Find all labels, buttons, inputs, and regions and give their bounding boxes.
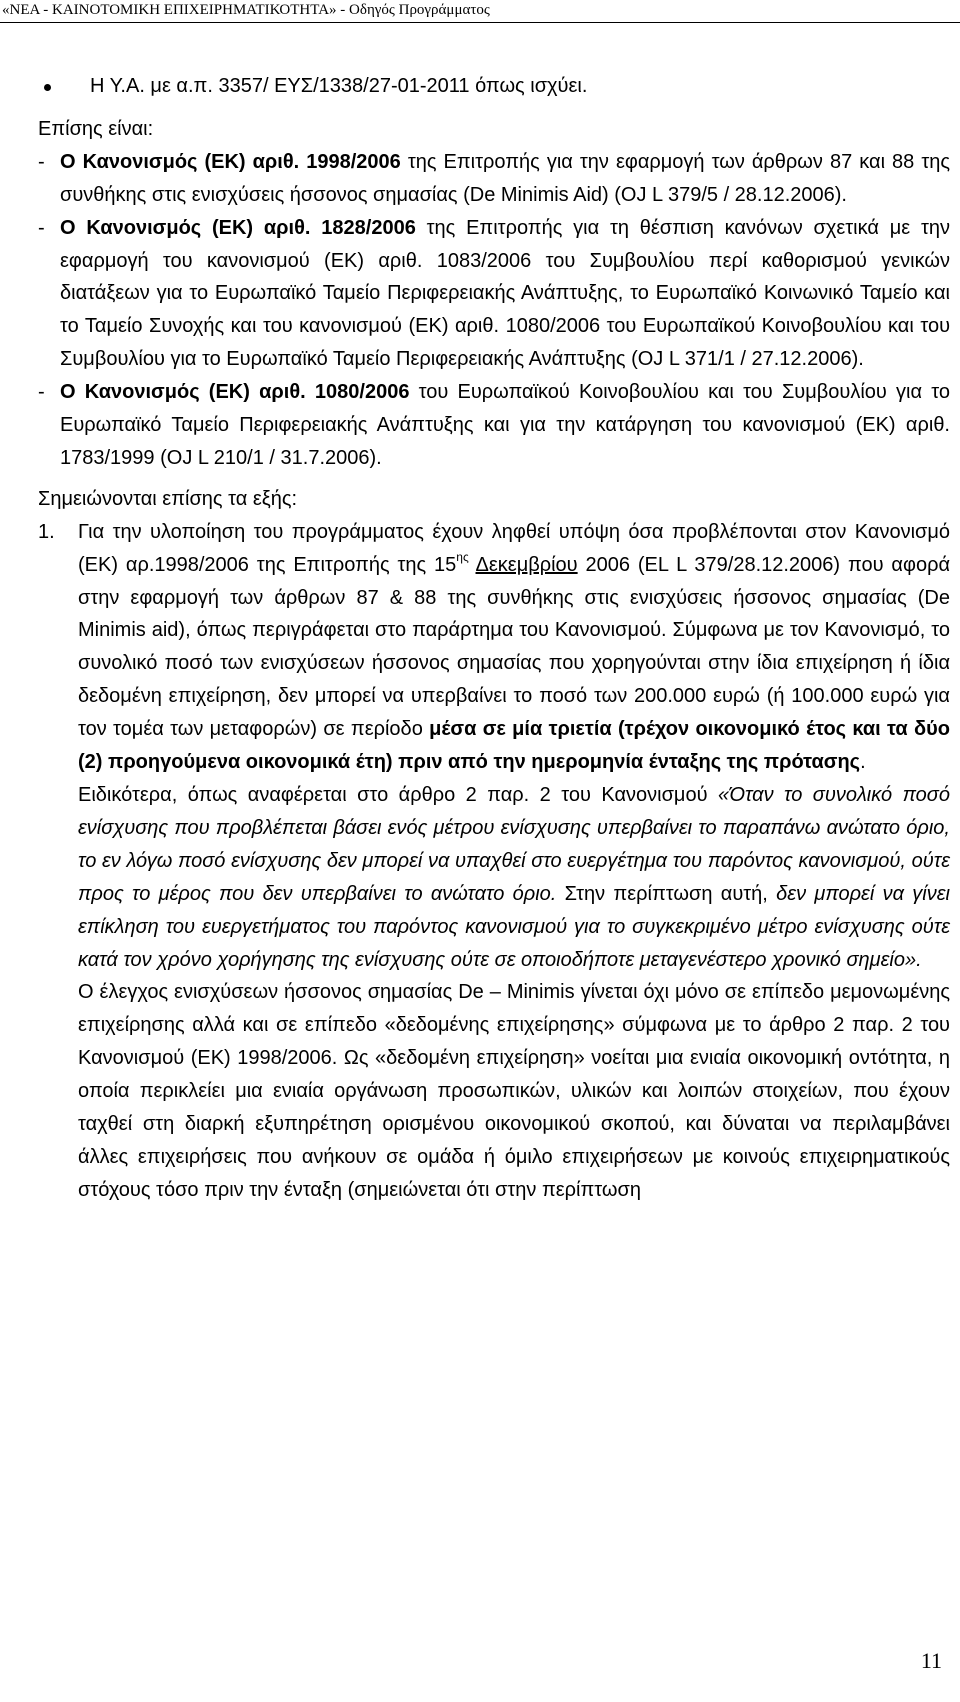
note-text: . xyxy=(860,751,866,774)
quoted-text: «Όταν το συνολικό ποσό ενίσχυσης που προβλέπεται βάσει ενός μέτρου ενίσχυσης υπερβαίνει το παραπάνω ανώτατο όριο, το εν λόγω ποσό ενίσχυσης δεν μπορεί να υπαχθεί στο ευεργέτημα του παρόντος κανονισμού, ούτε προς το μέρος που δεν υπερβαίνει το ανώτατο όριο. xyxy=(78,784,950,905)
running-header xyxy=(0,0,960,24)
document-body xyxy=(38,70,950,1207)
also-heading: Επίσης είναι: xyxy=(38,117,154,140)
note-paragraph xyxy=(38,976,950,1206)
note-item xyxy=(38,516,950,779)
month-underlined: Δεκεμβρίου xyxy=(475,553,578,576)
page-number: 11 xyxy=(920,1648,942,1673)
regulation-text: της Επιτροπής για τη θέσπιση κανόνων σχετικά με την εφαρμογή του κανονισμού (ΕΚ) αριθ. 1083/2006 του Συμβουλίου περί καθορισμού γενικών διατάξεων για το Ευρωπαϊκό Ταμείο Περιφερειακής Ανάπτυξης, το Ευρωπαϊκό Κοινωνικό Ταμείο και το Ταμείο Συνοχής και του κανονισμού (ΕΚ) αριθ. 1080/2006 του Ευρωπαϊκού Κοινοβουλίου και του Συμβουλίου για το Ευρωπαϊκό Ταμείο Περιφερειακής Ανάπτυξης (OJ L 371/1 / 27.12.2006). xyxy=(60,216,950,371)
regulation-lead: Ο Κανονισμός (ΕΚ) αριθ. 1080/2006 xyxy=(60,381,410,404)
dash-mark: - xyxy=(38,150,45,173)
dash-mark: - xyxy=(38,216,45,239)
note-emphasis: μέσα σε μία τριετία (τρέχον οικονομικό έτος και τα δύο (2) προηγούμενα οικονομικά έτη) πριν από την ημερομηνία ένταξης της πρότασης xyxy=(78,718,951,774)
note-text: Για την υλοποίηση του προγράμματος έχουν ληφθεί υπόψη όσα προβλέπονται στον Κανονισμό (ΕΚ) αρ.1998/2006 της Επιτροπής της 15 xyxy=(78,520,950,576)
bullet-item xyxy=(38,70,950,103)
bullet-dot-icon xyxy=(44,84,51,91)
regulation-item xyxy=(38,212,950,377)
regulation-item xyxy=(38,376,950,475)
note-number: 1. xyxy=(38,520,55,543)
bullet-text: Η Υ.Α. με α.π. 3357/ ΕΥΣ/1338/27-01-2011 όπως ισχύει. xyxy=(90,75,588,97)
dash-mark: - xyxy=(38,381,45,404)
notes-heading: Σημειώνονται επίσης τα εξής: xyxy=(38,487,298,510)
paragraph-text: Στην περίπτωση αυτή, xyxy=(556,882,777,905)
quoted-text: δεν μπορεί να γίνει επίκληση του ευεργετήματος του παρόντος κανονισμού για το συγκεκριμένο μέτρο ενίσχυσης ούτε κατά τον χρόνο χορήγησης της ενίσχυσης ούτε σε οποιοδήποτε μεταγενέστερο χρονικό σημείο». xyxy=(78,882,950,971)
ordinal-suffix: ης xyxy=(456,549,469,564)
regulation-text: της Επιτροπής για την εφαρμογή των άρθρων 87 και 88 της συνθήκης στις ενισχύσεις ήσσονος σημασίας (De Minimis Aid) (OJ L 379/5 / 28.12.2006). xyxy=(60,150,950,206)
note-paragraph xyxy=(38,779,950,976)
regulation-lead: Ο Κανονισμός (ΕΚ) αριθ. 1998/2006 xyxy=(60,150,401,173)
regulation-text: του Ευρωπαϊκού Κοινοβουλίου και του Συμβουλίου για το Ευρωπαϊκό Ταμείο Περιφερειακής Ανάπτυξης και για την κατάργηση του κανονισμού (ΕΚ) αριθ. 1783/1999 (OJ L 210/1 / 31.7.2006). xyxy=(60,381,950,469)
header-rule xyxy=(0,22,960,23)
note-text: 2006 (EL L 379/28.12.2006) που αφορά στην εφαρμογή των άρθρων 87 & 88 της συνθήκης στις ενισχύσεις ήσσονος σημασίας (De Minimis aid), όπως περιγράφεται στο παράρτημα του Κανονισμού. Σύμφωνα με τον Κανονισμό, το συνολικό ποσό των ενισχύσεων ήσσονος σημασίας που χορηγούνται στην ίδια επιχείρηση ή ίδια δεδομένη επιχείρηση, δεν μπορεί να υπερβαίνει το ποσό των 200.000 ευρώ (ή 100.000 ευρώ για τον τομέα των μεταφορών) σε περίοδο xyxy=(78,553,951,741)
regulation-lead: Ο Κανονισμός (ΕΚ) αριθ. 1828/2006 xyxy=(60,216,416,239)
paragraph-text: Ειδικότερα, όπως αναφέρεται στο άρθρο 2 παρ. 2 του Κανονισμού xyxy=(78,784,718,807)
paragraph-text: Ο έλεγχος ενισχύσεων ήσσονος σημασίας De – Minimis γίνεται όχι μόνο σε επίπεδο μεμονωμένης επιχείρησης αλλά και σε επίπεδο «δεδομένης επιχείρησης» σύμφωνα με το άρθρο 2 παρ. 2 του Κανονισμού (ΕΚ) 1998/2006. Ως «δεδομένη επιχείρηση» νοείται μια ενιαία οικονομική οντότητα, η οποία περικλείει μια ενιαία οργάνωση προσωπικών, υλικών και λοιπών στοιχείων, που έχουν ταχθεί στη διαρκή εξυπηρέτηση ορισμένου οικονομικού σκοπού, και δύναται να περιλαμβάνει άλλες επιχειρήσεις που ανήκουν σε ομάδα ή όμιλο επιχειρήσεων με κοινούς επιχειρηματικούς στόχους τόσο πριν την ένταξη (σημειώνεται ότι στην περίπτωση xyxy=(78,981,950,1201)
header-title: «ΝΕΑ - ΚΑΙΝΟΤΟΜΙΚΗ ΕΠΙΧΕΙΡΗΜΑΤΙΚΟΤΗΤΑ» - Οδηγός Προγράμματος xyxy=(2,2,490,18)
regulation-item xyxy=(38,146,950,212)
